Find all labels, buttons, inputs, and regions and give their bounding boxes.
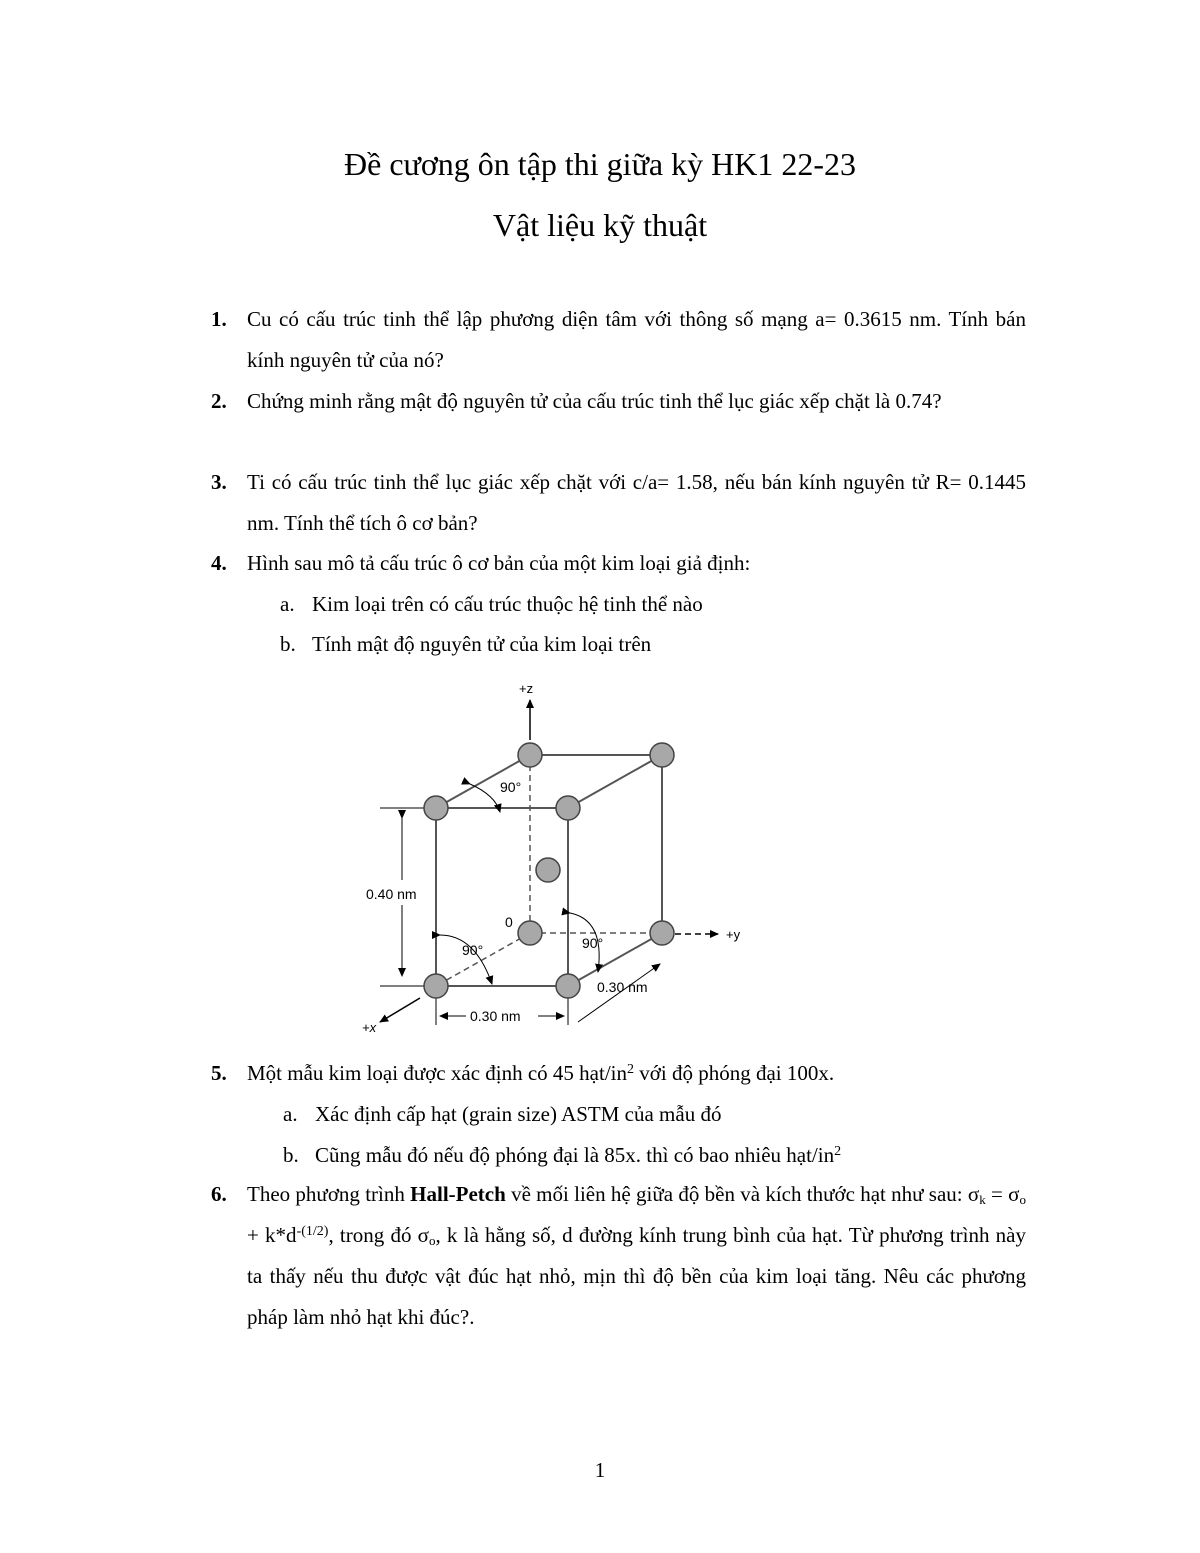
x-axis-arrow [380, 998, 420, 1022]
question-4-sub-b [280, 624, 651, 665]
origin-label: 0 [505, 914, 513, 930]
atom-origin [518, 921, 542, 945]
atom-body-center [536, 858, 560, 882]
sub-label: a. [280, 592, 295, 616]
question-number: 4. [211, 551, 227, 575]
atom-front-bottom-right [556, 974, 580, 998]
dimension-side-label: 0.30 nm [597, 979, 648, 995]
sub-text: Tính mật độ nguyên tử của kim loại trên [312, 632, 652, 656]
question-text: Một mẫu kim loại được xác định có 45 hạt/$in^2$ với độ phóng đại 100x. [247, 1061, 835, 1085]
hall-petch-term: Hall-Petch [410, 1182, 506, 1206]
question-text: Ti có cấu trúc tinh thể lục giác xếp chặt với c/a= 1.58, nếu bán kính nguyên tử R= 0.1445 nm. Tính thể tích ô cơ bản? [247, 470, 1026, 535]
question-text: Theo phương trình Hall-Petch về mối liên hệ giữa độ bền và kích thước hạt như sau: $\sigma_k = \sigma_o + k*d^{-(1/2)}$, trong đó $\sigma_o$, k là hằng số, d đường kính trung bình của hạt. Từ phương trình này ta thấy nếu thu được vật đúc hạt nhỏ, mịn thì độ bền của kim loại tăng. Nêu các phương pháp làm nhỏ hạt khi đúc?. [247, 1182, 1027, 1329]
question-4 [211, 543, 1026, 584]
z-axis-label: +z [519, 681, 534, 696]
dimension-front-label: 0.30 nm [470, 1008, 521, 1024]
atom-front-top-left [424, 796, 448, 820]
question-text: Hình sau mô tả cấu trúc ô cơ bản của một kim loại giả định: [247, 551, 751, 575]
hidden-edge-x [436, 933, 530, 986]
atom-front-top-right [556, 796, 580, 820]
document-title: Đề cương ôn tập thi giữa kỳ HK1 22-23 [344, 146, 856, 182]
question-5-sub-a [283, 1094, 721, 1135]
page-number: 1 [594, 1458, 606, 1482]
atom-back-top-left [518, 743, 542, 767]
question-number: 6. [211, 1182, 227, 1206]
question-1 [211, 299, 1026, 381]
angle-label-right: 90° [582, 935, 604, 951]
sub-label: b. [283, 1143, 299, 1167]
question-text: Cu có cấu trúc tinh thể lập phương diện tâm với thông số mạng a= 0.3615 nm. Tính bán kính nguyên tử của nó? [247, 307, 1026, 372]
question-5-sub-b [283, 1135, 841, 1176]
question-text: Chứng minh rằng mật độ nguyên tử của cấu trúc tinh thể lục giác xếp chặt là 0.74? [247, 389, 942, 413]
sub-label: a. [283, 1102, 298, 1126]
sub-text: Xác định cấp hạt (grain size) ASTM của mẫu đó [315, 1102, 722, 1126]
question-4-sub-a [280, 584, 703, 625]
question-5 [211, 1053, 1026, 1094]
question-number: 1. [211, 307, 227, 331]
y-axis-label: +y [726, 927, 741, 942]
angle-label-top: 90° [500, 779, 522, 795]
dimension-height-label: 0.40 nm [366, 886, 417, 902]
question-2 [211, 381, 1026, 422]
atom-back-top-right [650, 743, 674, 767]
question-number: 2. [211, 389, 227, 413]
question-number: 5. [211, 1061, 227, 1085]
unit-cell-figure [355, 677, 755, 1037]
sub-text: Kim loại trên có cấu trúc thuộc hệ tinh thể nào [312, 592, 703, 616]
question-6 [211, 1174, 1026, 1338]
atoms [424, 743, 674, 998]
question-3 [211, 462, 1026, 544]
document-subtitle: Vật liệu kỹ thuật [492, 207, 708, 243]
atom-back-bottom-right [650, 921, 674, 945]
atom-front-bottom-left [424, 974, 448, 998]
question-number: 3. [211, 470, 227, 494]
x-axis-label: +x [362, 1020, 377, 1035]
angle-label-left: 90° [462, 942, 484, 958]
sub-text: Cũng mẫu đó nếu độ phóng đại là 85x. thì có bao nhiêu hạt/$in^2$ [315, 1143, 842, 1167]
sub-label: b. [280, 632, 296, 656]
